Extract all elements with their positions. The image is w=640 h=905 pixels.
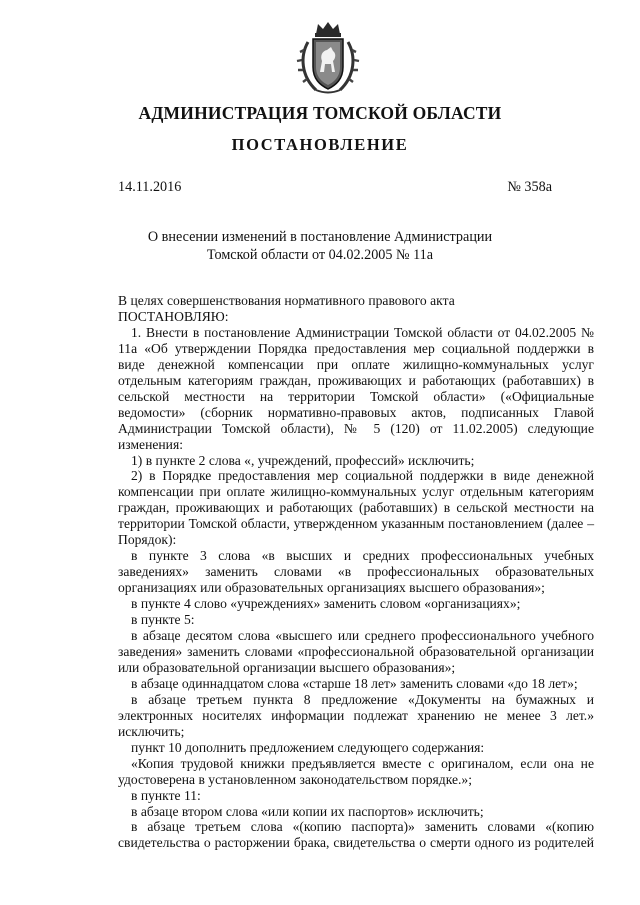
clause: в абзаце третьем слова «(копию паспорта)» заменить словами «(копию свидетельства о расторжении брака, свидетельства о смерти одного из родителей bbox=[118, 819, 594, 851]
clause: в пункте 4 слово «учреждениях» заменить словом «организациях»; bbox=[131, 596, 521, 612]
subject-line: О внесении изменений в постановление Администрации bbox=[147, 229, 493, 245]
document-body bbox=[118, 293, 594, 851]
clause: 1. Внести в постановление Администрации Томской области от 04.02.2005 № 11а «Об утверждении Порядка предоставления мер социальной поддержки в виде денежной компенсации при оплате жилищно-коммунальных услуг отдельным категориям граждан, проживающих и работающих (работавших) в сельской местности на территории Томской области» («Официальные ведомости» (сборник нормативно-правовых актов, подписанных Главой Администрации Томской области), № 5 (120) от 11.02.2005) следующие изменения: bbox=[118, 324, 594, 452]
clause: в абзаце третьем пункта 8 предложение «Документы на бумажных и электронных носителях информации подлежат хранению не менее 3 лет.» исключить; bbox=[118, 691, 594, 739]
document-type: ПОСТАНОВЛЕНИЕ bbox=[231, 135, 409, 154]
clause: 1) в пункте 2 слова «, учреждений, профессий» исключить; bbox=[131, 452, 475, 468]
clause: «Копия трудовой книжки предъявляется вместе с оригиналом, если она не удостоверена в установленном законодательством порядке.»; bbox=[118, 755, 594, 787]
resolution-keyword: ПОСТАНОВЛЯЮ: bbox=[118, 308, 229, 324]
document-date: 14.11.2016 bbox=[118, 179, 182, 195]
organization-title: АДМИНИСТРАЦИЯ ТОМСКОЙ ОБЛАСТИ bbox=[138, 103, 502, 123]
document-number: № 358а bbox=[507, 179, 552, 195]
clause: в абзаце втором слова «или копии их паспортов» исключить; bbox=[131, 803, 484, 819]
subject-line: Томской области от 04.02.2005 № 11а bbox=[206, 247, 434, 263]
document-subject bbox=[0, 228, 640, 264]
tomsk-coat-of-arms-icon bbox=[296, 20, 360, 96]
clause: в пункте 3 слова «в высших и средних профессиональных учебных заведениях» заменить словами «в профессиональных образовательных организациях или образовательных организациях высшего образования»; bbox=[118, 548, 594, 596]
clause: в абзаце десятом слова «высшего или среднего профессионального учебного заведения» заменить словами «профессиональной образовательной организации или образовательной организации высшего образования»; bbox=[118, 628, 594, 675]
preamble: В целях совершенствования нормативного правового акта bbox=[118, 293, 455, 308]
clause: пункт 10 дополнить предложением следующего содержания: bbox=[131, 739, 485, 755]
clause: 2) в Порядке предоставления мер социальной поддержки в виде денежной компенсации при оплате жилищно-коммунальных услуг отдельным категориям граждан, проживающих и работающих (работавших) в сельской местности на территории Томской области, утвержденном указанным постановлением (далее – Порядок): bbox=[118, 468, 594, 548]
clause: в абзаце одиннадцатом слова «старше 18 лет» заменить словами «до 18 лет»; bbox=[131, 675, 578, 691]
clause: в пункте 5: bbox=[131, 612, 195, 628]
clause: в пункте 11: bbox=[131, 787, 201, 803]
